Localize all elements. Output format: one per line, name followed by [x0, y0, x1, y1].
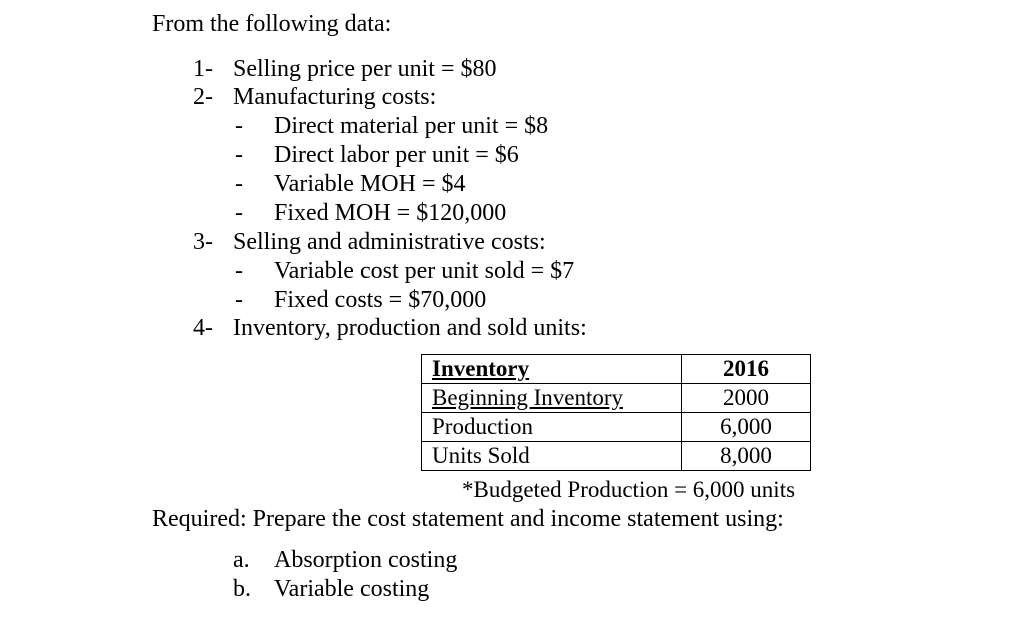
- item-4-text: Inventory, production and sold units:: [233, 315, 587, 341]
- method-a-text: Absorption costing: [274, 547, 458, 573]
- inventory-table: [421, 354, 811, 471]
- fixed-moh-text: Fixed MOH = $120,000: [274, 200, 507, 226]
- table-header-row: [422, 355, 811, 384]
- bullet-dash: -: [235, 171, 243, 197]
- table-row: [422, 413, 811, 442]
- method-b-text: Variable costing: [274, 576, 430, 602]
- table-cell-label: Units Sold: [422, 442, 682, 471]
- variable-moh-text: Variable MOH = $4: [274, 171, 466, 197]
- table-row: [422, 442, 811, 471]
- item-2-number: 2-: [193, 84, 213, 110]
- direct-labor-text: Direct labor per unit = $6: [274, 142, 519, 168]
- table-cell-label: Production: [422, 413, 682, 442]
- item-1-text: Selling price per unit = $80: [233, 56, 497, 82]
- item-4-number: 4-: [193, 315, 213, 341]
- intro-text: From the following data:: [152, 11, 392, 37]
- table-header-inventory: [422, 355, 682, 384]
- method-b-letter: b.: [233, 576, 251, 602]
- table-cell-value: 6,000: [682, 413, 811, 442]
- bullet-dash: -: [235, 287, 243, 313]
- table-cell-value: 8,000: [682, 442, 811, 471]
- item-3-text: Selling and administrative costs:: [233, 229, 546, 255]
- table-cell-label: [422, 384, 682, 413]
- table-cell-value: 2000: [682, 384, 811, 413]
- variable-selling-cost-text: Variable cost per unit sold = $7: [274, 258, 575, 284]
- item-2-text: Manufacturing costs:: [233, 84, 437, 110]
- bullet-dash: -: [235, 142, 243, 168]
- item-1-number: 1-: [193, 56, 213, 82]
- bullet-dash: -: [235, 113, 243, 139]
- bullet-dash: -: [235, 200, 243, 226]
- required-text: Required: Prepare the cost statement and income statement using:: [152, 506, 784, 532]
- item-3-number: 3-: [193, 229, 213, 255]
- method-a-letter: a.: [233, 547, 250, 573]
- bullet-dash: -: [235, 258, 243, 284]
- inventory-header-label: Inventory: [432, 356, 530, 381]
- table-header-year: 2016: [682, 355, 811, 384]
- beginning-inventory-label: Beginning Inventory: [432, 385, 623, 410]
- direct-material-text: Direct material per unit = $8: [274, 113, 549, 139]
- fixed-selling-cost-text: Fixed costs = $70,000: [274, 287, 487, 313]
- budgeted-production-note: *Budgeted Production = 6,000 units: [462, 477, 796, 502]
- table-row: [422, 384, 811, 413]
